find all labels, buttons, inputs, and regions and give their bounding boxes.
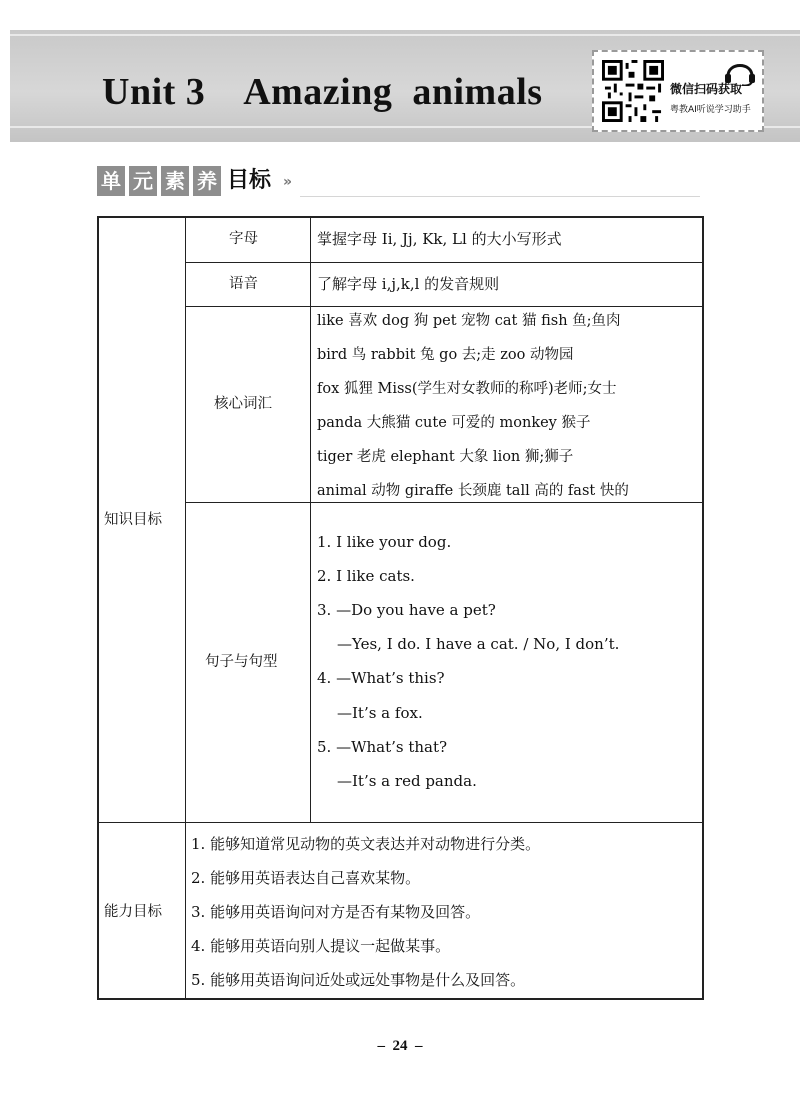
banner-stripe xyxy=(10,34,800,36)
sentence-line: 1. I like your dog. xyxy=(317,533,452,551)
qr-caption: 微信扫码获取 xyxy=(670,82,743,96)
qr-code-icon[interactable] xyxy=(602,60,664,122)
heading-rule xyxy=(300,196,700,197)
row-label-phonics: 语音 xyxy=(229,276,258,292)
vocab-line: tiger 老虎 elephant 大象 lion 狮;狮子 xyxy=(317,449,574,465)
sentence-line: 3. —Do you have a pet? xyxy=(317,601,496,619)
row-content-letters: 掌握字母 Ii, Jj, Kk, Ll 的大小写形式 xyxy=(317,230,562,248)
heading-tile: 素 xyxy=(161,166,189,196)
ability-line: 5. 能够用英语询问近处或远处事物是什么及回答。 xyxy=(191,971,526,989)
vocab-line: fox 狐狸 Miss(学生对女教师的称呼)老师;女士 xyxy=(317,381,617,397)
double-arrow-icon: » xyxy=(283,174,293,190)
sentence-line: —It’s a red panda. xyxy=(337,772,477,790)
sentence-line: —Yes, I do. I have a cat. / No, I don’t. xyxy=(337,635,620,653)
qr-card[interactable] xyxy=(592,50,764,132)
qr-subcaption: 粤教AI听说学习助手 xyxy=(670,105,751,115)
row-content-phonics: 了解字母 i,j,k,l 的发音规则 xyxy=(317,275,500,293)
sentence-line: 4. —What’s this? xyxy=(317,669,445,687)
row-label-vocabulary: 核心词汇 xyxy=(214,396,272,412)
vocab-line: bird 鸟 rabbit 兔 go 去;走 zoo 动物园 xyxy=(317,347,574,363)
ability-line: 3. 能够用英语询问对方是否有某物及回答。 xyxy=(191,903,481,921)
vocab-line: panda 大熊猫 cute 可爱的 monkey 猴子 xyxy=(317,415,591,431)
ability-line: 4. 能够用英语向别人提议一起做某事。 xyxy=(191,937,451,955)
heading-tile: 元 xyxy=(129,166,157,196)
page-number: – 24 – xyxy=(377,1038,423,1054)
sentence-line: 5. —What’s that? xyxy=(317,738,448,756)
ability-line: 2. 能够用英语表达自己喜欢某物。 xyxy=(191,869,421,887)
unit-title: Unit 3 Amazing animals xyxy=(102,71,543,113)
vocab-line: like 喜欢 dog 狗 pet 宠物 cat 猫 fish 鱼;鱼肉 xyxy=(317,313,621,329)
row-label-sentences: 句子与句型 xyxy=(205,654,278,670)
ability-line: 1. 能够知道常见动物的英文表达并对动物进行分类。 xyxy=(191,835,541,853)
heading-tile: 养 xyxy=(193,166,221,196)
heading-word: 目标 xyxy=(227,168,272,193)
vocab-line: animal 动物 giraffe 长颈鹿 tall 高的 fast 快的 xyxy=(317,483,629,499)
row-label-letters: 字母 xyxy=(229,231,258,247)
sentence-line: 2. I like cats. xyxy=(317,567,415,585)
heading-tile: 单 xyxy=(97,166,125,196)
knowledge-goals-label: 知识目标 xyxy=(104,512,162,528)
ability-goals-label: 能力目标 xyxy=(104,904,162,920)
sentence-line: —It’s a fox. xyxy=(337,704,423,722)
